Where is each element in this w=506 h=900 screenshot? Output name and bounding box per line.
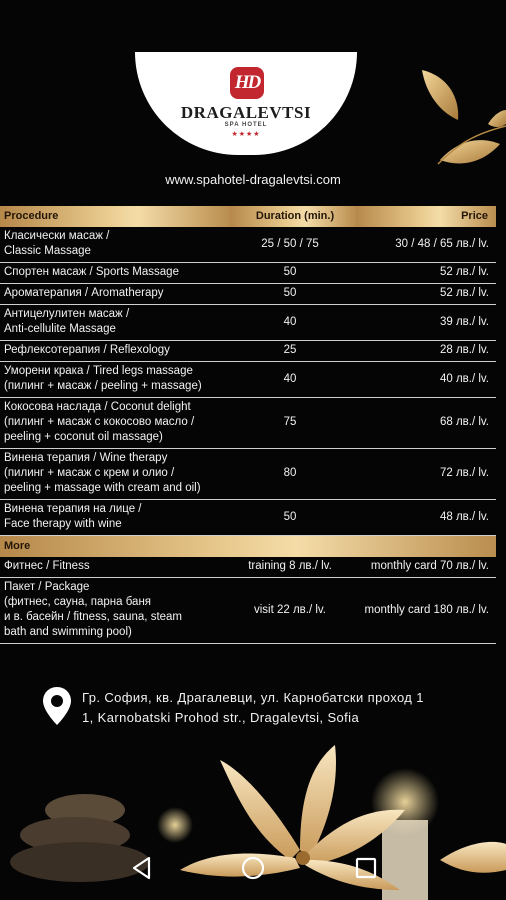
table-row [0, 362, 496, 398]
hotel-logo [135, 52, 357, 155]
nav-home-button[interactable] [233, 850, 273, 886]
cell-procedure: Винена терапия на лице / Face therapy with wine [0, 500, 230, 536]
table-row [0, 500, 496, 536]
cell-duration: 40 [230, 305, 356, 341]
cell-price: 68 лв./ lv. [356, 398, 496, 449]
cell-duration: 50 [230, 500, 356, 536]
logo-mark: HD [230, 67, 264, 99]
address-text [82, 688, 424, 728]
cell-procedure: Класически масаж / Classic Massage [0, 227, 230, 263]
table-row [0, 449, 496, 500]
cell-price: 72 лв./ lv. [356, 449, 496, 500]
table-row [0, 305, 496, 341]
table-row [0, 578, 496, 644]
cell-procedure: Пакет / Package (фитнес, сауна, парна баня и в. басейн / fitness, sauna, steam bath and swimming pool) [0, 578, 230, 644]
cell-price: 28 лв./ lv. [356, 341, 496, 362]
table-row [0, 398, 496, 449]
gold-leaves-decoration [418, 64, 506, 180]
cell-duration: 50 [230, 263, 356, 284]
table-row [0, 263, 496, 284]
cell-procedure: Спортен масаж / Sports Massage [0, 263, 230, 284]
address-line-en: 1, Karnobatski Prohod str., Dragalevtsi, Sofia [82, 710, 360, 725]
header-procedure: Procedure [0, 206, 230, 227]
header-price: Price [356, 206, 496, 227]
nav-back-button[interactable] [122, 850, 162, 886]
home-circle-icon [240, 855, 266, 881]
cell-duration: visit 22 лв./ lv. [230, 578, 356, 644]
cell-price: 30 / 48 / 65 лв./ lv. [356, 227, 496, 263]
cell-price: monthly card 180 лв./ lv. [356, 578, 496, 644]
website-url: www.spahotel-dragalevtsi.com [165, 172, 341, 187]
section-label: More [0, 536, 496, 558]
logo-subtitle: SPA HOTEL [224, 122, 268, 128]
recents-square-icon [354, 856, 378, 880]
cell-price: 40 лв./ lv. [356, 362, 496, 398]
table-row [0, 284, 496, 305]
price-table [0, 206, 496, 644]
cell-duration: 25 / 50 / 75 [230, 227, 356, 263]
header-duration: Duration (min.) [230, 206, 356, 227]
cell-price: 52 лв./ lv. [356, 263, 496, 284]
cell-procedure: Уморени крака / Tired legs massage (пилинг + масаж / peeling + massage) [0, 362, 230, 398]
location-pin-icon [42, 686, 72, 726]
back-triangle-icon [129, 855, 155, 881]
cell-price: 39 лв./ lv. [356, 305, 496, 341]
table-row [0, 227, 496, 263]
cell-duration: 50 [230, 284, 356, 305]
cell-duration: 40 [230, 362, 356, 398]
logo-name: DRAGALEVTSI [180, 103, 312, 122]
cell-duration: 25 [230, 341, 356, 362]
nav-recents-button[interactable] [346, 850, 386, 886]
cell-duration: 75 [230, 398, 356, 449]
table-row [0, 557, 496, 578]
cell-procedure: Рефлексотерапия / Reflexology [0, 341, 230, 362]
cell-price: 48 лв./ lv. [356, 500, 496, 536]
cell-duration: training 8 лв./ lv. [230, 557, 356, 578]
section-header-more [0, 536, 496, 558]
cell-price: monthly card 70 лв./ lv. [356, 557, 496, 578]
cell-procedure: Кокосова наслада / Coconut delight (пилинг + масаж с кокосово масло / peeling + coconut oil massage) [0, 398, 230, 449]
table-header [0, 206, 496, 227]
logo-stars: ★★★★ [231, 131, 261, 138]
cell-price: 52 лв./ lv. [356, 284, 496, 305]
cell-procedure: Фитнес / Fitness [0, 557, 230, 578]
cell-duration: 80 [230, 449, 356, 500]
table-row [0, 341, 496, 362]
cell-procedure: Ароматерапия / Aromatherapy [0, 284, 230, 305]
address-line-bg: Гр. София, кв. Драгалевци, ул. Карнобатски проход 1 [82, 690, 424, 705]
cell-procedure: Винена терапия / Wine therapy (пилинг + масаж с крем и олио / peeling + massage with cream and oil) [0, 449, 230, 500]
cell-procedure: Антицелулитен масаж / Anti-cellulite Massage [0, 305, 230, 341]
system-nav-bar [0, 836, 506, 900]
